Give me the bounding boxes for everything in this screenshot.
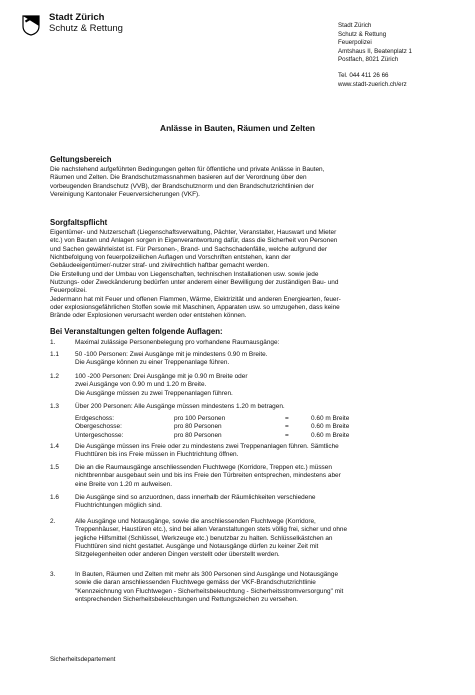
- text-line: und Sachen gewährleistet ist. Für Personen-, Brand- und Sachschadenfälle, welche aufgrund der: [50, 245, 327, 253]
- dept-name: Schutz & Rettung: [49, 23, 123, 34]
- text-line: jegliche Hilfsmittel (Schlüssel, Werkzeuge etc.) benutzbar zu halten. Schlüsselkästchen an: [75, 534, 333, 542]
- text-line: Fluchttüren sind nicht gestattet. Ausgänge und Notausgänge dürfen zu keiner Zeit mit: [75, 543, 319, 551]
- text-line: Nutzungs- oder Zweckänderung bedürfen unter anderem einer Bewilligung der zuständigen Bau- und: [50, 279, 339, 287]
- floor-persons: pro 100 Personen: [174, 415, 226, 422]
- item-number: 1.4: [50, 443, 59, 450]
- item-number: 1.1: [50, 351, 59, 358]
- sorgfaltspflicht-paragraph: [50, 229, 442, 321]
- text-line: zwei Ausgänge von 0.90 m und 1.20 m Breite.: [75, 381, 207, 389]
- org-name: Stadt Zürich: [49, 12, 105, 23]
- text-line: "Kennzeichnung von Fluchtwegen - Sicherheitsbeleuchtung - Sicherheitsstromversorgung" mit: [75, 587, 344, 595]
- geltungsbereich-paragraph: [50, 166, 442, 199]
- footer-department: Sicherheitsdepartement: [50, 656, 116, 663]
- text-line: Die Ausgänge müssen zu zwei Treppenanlagen führen.: [75, 389, 233, 397]
- equals-sign: =: [285, 423, 289, 431]
- item-number: 3.: [50, 571, 56, 578]
- floor-name: Obergeschosse:: [75, 423, 122, 431]
- floor-width: 0.60 m Breite: [311, 423, 350, 431]
- item-number: 1.3: [50, 403, 59, 410]
- text-line: Die an die Raumausgänge anschliessenden Fluchtwege (Korridore, Treppen etc.) müssen: [75, 464, 332, 471]
- text-line: Fluchtrichtungen möglich sind.: [75, 502, 162, 510]
- zurich-coat-of-arms-logo: [20, 14, 42, 36]
- website-link[interactable]: www.stadt-zuerich.ch/erz: [338, 80, 407, 88]
- address-line: Feuerpolizei: [338, 39, 372, 47]
- section-heading-auflagen: Bei Veranstaltungen gelten folgende Auflagen:: [50, 327, 223, 336]
- equals-sign: =: [285, 415, 289, 422]
- text-line: Jedermann hat mit Feuer und offenen Flammen, Wärme, Elektrizität und anderen Energiearten, feuer-: [50, 295, 341, 303]
- text-line: Die nachstehend aufgeführten Bedingungen gelten für öffentliche und private Anlässe in Bauten,: [50, 166, 325, 173]
- text-line: eine Breite von 1.20 m aufweisen.: [75, 480, 172, 488]
- text-line: vorbeugenden Brandschutz (VVB), der Brandschutznorm und den Brandschutzrichtlinien der: [50, 182, 314, 190]
- phone: Tel. 044 411 26 66: [338, 71, 389, 79]
- item-number: 1.5: [50, 464, 59, 471]
- item-number: 1.: [50, 339, 56, 346]
- text-line: 50 -100 Personen: Zwei Ausgänge mit je mindestens 0.90 m Breite.: [75, 351, 268, 358]
- document-title: Anlässe in Bauten, Räumen und Zelten: [160, 123, 315, 133]
- text-line: Brände oder Explosionen verursacht werden oder entstehen können.: [50, 312, 247, 320]
- text-line: Nichtbefolgung von feuerpolizeilichen Auflagen und Vorschriften entstehen, kann der: [50, 254, 291, 262]
- text-line: Sitzgelegenheiten oder anderen Dingen verstellt oder überstellt werden.: [75, 551, 280, 559]
- text-line: Über 200 Personen: Alle Ausgänge müssen mindestens 1.20 m betragen.: [75, 403, 285, 410]
- text-line: Fluchttüren bis ins Freie müssen in Fluchtrichtung öffnen.: [75, 451, 239, 459]
- section-heading-sorgfaltspflicht: Sorgfaltspflicht: [50, 218, 108, 227]
- text-line: Die Ausgänge können zu einer Treppenanlage führen.: [75, 359, 230, 367]
- floor-width: 0.60 m Breite: [311, 431, 350, 439]
- item-number: 2.: [50, 518, 56, 525]
- text-line: Räumen und Zelten. Die Brandschutzmassnahmen basieren auf der Verordnung über den: [50, 174, 307, 182]
- item-number: 1.2: [50, 373, 59, 380]
- text-line: sowie die daran anschliessenden Fluchtwege gemäss der VKF-Brandschutzrichtlinie: [75, 579, 316, 587]
- floor-name: Untergeschosse:: [75, 431, 124, 439]
- text-line: oder explosionsgefährlichen Stoffen sowie mit Maschinen, Apparaten usw. so umzugehen, dass keine: [50, 304, 340, 312]
- text-line: nichtbrennbar ausgebaut sein und bis ins Freie den Türbreiten entsprechen, mindestens aber: [75, 472, 341, 480]
- floor-persons: pro 80 Personen: [174, 431, 222, 439]
- text-line: Feuerpolizei.: [50, 287, 87, 295]
- text-line: Maximal zulässige Personenbelegung pro vorhandene Raumausgänge:: [75, 339, 280, 346]
- address-block: [338, 22, 412, 89]
- floor-name: Erdgeschoss:: [75, 415, 115, 422]
- text-line: Die Ausgänge sind so anzuordnen, dass innerhalb der Räumlichkeiten verschiedene: [75, 494, 316, 501]
- text-line: Treppenhäuser, Haustüren etc.), sind bei allen Veranstaltungen stets völlig frei, sicher und ohne: [75, 526, 348, 534]
- text-line: Die Erstellung und der Umbau von Liegenschaften, technischen Installationen usw. sowie jede: [50, 270, 319, 278]
- text-line: In Bauten, Räumen und Zelten mit mehr als 300 Personen sind Ausgänge und Notausgänge: [75, 571, 339, 578]
- text-line: entsprechenden Sicherheitsbeleuchtungen und Rettungszeichen zu versehen.: [75, 596, 298, 604]
- floor-persons: pro 80 Personen: [174, 423, 222, 431]
- address-line: Amtshaus II, Beatenplatz 1: [338, 47, 412, 55]
- text-line: Eigentümer- und Nutzerschaft (Liegenschaftsverwaltung, Pächter, Veranstalter, Hauswart und Mieter: [50, 229, 337, 236]
- text-line: 100 -200 Personen: Drei Ausgänge mit je 0.90 m Breite oder: [75, 373, 248, 380]
- item-number: 1.6: [50, 494, 59, 501]
- floor-width: 0.60 m Breite: [311, 415, 350, 422]
- section-heading-geltungsbereich: Geltungsbereich: [50, 155, 112, 164]
- text-line: Vereinigung Kantonaler Feuerversicherungen (VKF).: [50, 191, 200, 199]
- address-line: Postfach, 8021 Zürich: [338, 56, 399, 64]
- text-line: Alle Ausgänge und Notausgänge, sowie die anschliessenden Fluchtwege (Korridore,: [75, 518, 316, 525]
- address-line: Stadt Zürich: [338, 22, 372, 29]
- equals-sign: =: [285, 431, 289, 439]
- text-line: etc.) von Bauten und Anlagen sorgen in Eigenverantwortung dafür, dass die Sicherheit von Personen: [50, 237, 338, 245]
- text-line: Gebäudeeigentümer/-nutzer straf- und zivilrechtlich haftbar gemacht werden.: [50, 262, 269, 270]
- address-line: Schutz & Rettung: [338, 30, 387, 38]
- text-line: Die Ausgänge müssen ins Freie oder zu mindestens zwei Treppenanlagen führen. Sämtliche: [75, 443, 339, 450]
